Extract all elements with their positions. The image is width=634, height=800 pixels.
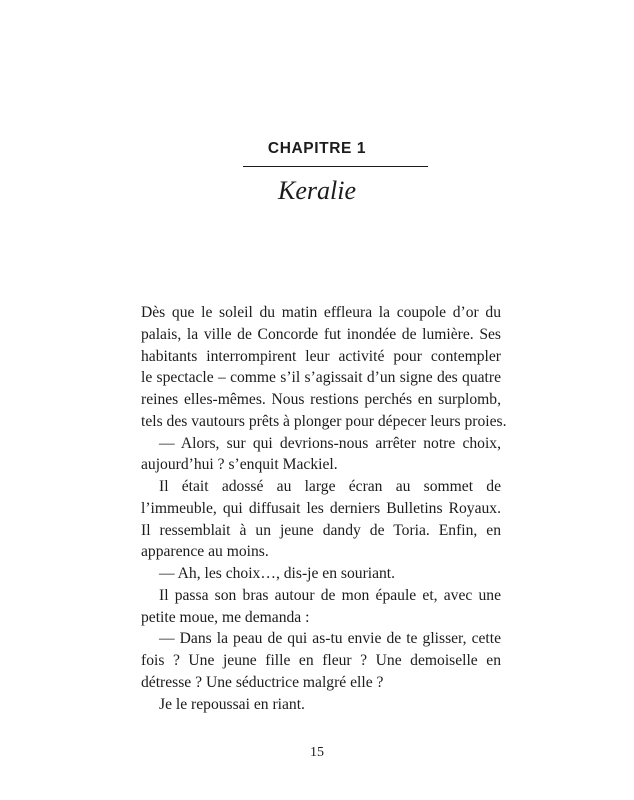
chapter-label: CHAPITRE 1 xyxy=(267,140,367,157)
body-line: Dès que le soleil du matin effleura la coupole d’or du xyxy=(141,304,501,321)
body-line: fois ? Une jeune fille en fleur ? Une demoiselle en xyxy=(141,652,501,669)
body-line: habitants interrompirent leur activité pour contempler xyxy=(141,347,501,365)
body-line: Il était adossé au large écran au sommet de xyxy=(159,478,501,495)
chapter-rule xyxy=(243,166,428,167)
body-line: le spectacle – comme s’il s’agissait d’un signe des quatre xyxy=(141,369,501,387)
body-line: palais, la ville de Concorde fut inondée de lumière. Ses xyxy=(141,325,501,343)
body-line: aujourd’hui ? s’enquit Mackiel. xyxy=(141,456,338,474)
body-line: tels des vautours prêts à plonger pour dépecer leurs proies. xyxy=(141,412,507,430)
body-line: — Ah, les choix…, dis-je en souriant. xyxy=(159,565,396,582)
body-line: Il passa son bras autour de mon épaule et, avec une xyxy=(159,586,501,604)
body-line: petite moue, me demanda : xyxy=(141,608,310,626)
body-text xyxy=(141,302,507,715)
body-line: l’immeuble, qui diffusait les derniers Bulletins Royaux. xyxy=(141,499,501,517)
body-line: Je le repoussai en riant. xyxy=(159,695,305,713)
chapter-title: Keralie xyxy=(278,176,356,205)
page-number: 15 xyxy=(310,745,324,760)
body-line: — Dans la peau de qui as-tu envie de te glisser, cette xyxy=(159,630,501,648)
body-line: détresse ? Une séductrice malgré elle ? xyxy=(141,673,384,691)
body-line: apparence au moins. xyxy=(141,543,269,561)
body-line: Il ressemblait à un jeune dandy de Toria. Enfin, en xyxy=(141,521,501,539)
body-line: — Alors, sur qui devrions-nous arrêter notre choix, xyxy=(159,434,501,452)
body-line: reines elles-mêmes. Nous restions perchés en surplomb, xyxy=(141,391,501,408)
